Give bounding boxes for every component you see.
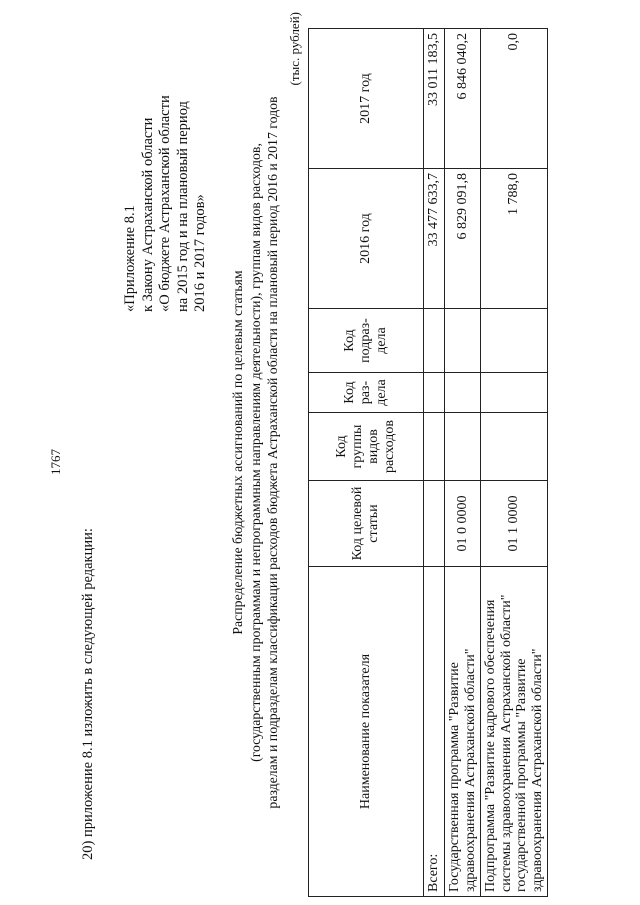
row-name: Подпрограмма "Развитие кадрового обеспечения системы здравоохранения Астраханской области" государственной программы "Развитие здравоохранения Астраханской области" [481,567,548,897]
table-header-row [309,29,424,897]
intro-text: 20) приложение 8.1 изложить в следующей редакции: [80,528,96,860]
header-2017: 2017 год [309,29,424,169]
row-name: Государственная программа "Развитие здравоохранения Астраханской области" [445,567,481,897]
appendix-line: 2016 и 2017 годов» [192,194,208,312]
table-row [445,29,481,897]
header-subsection-code: Код подраз- дела [309,309,424,373]
table-row [481,29,548,897]
appendix-line: к Закону Астраханской области [139,117,156,312]
appendix-line: «О бюджете Астраханской области [157,95,173,312]
row-group-code [424,413,445,481]
page-number: 1767 [48,449,63,475]
row-target-code [424,481,445,567]
units-label: (тыс. рублей) [287,12,302,86]
appendix-line: «Приложение 8.1 [122,205,138,312]
document-title [229,0,282,905]
row-2016-value: 6 829 091,8 [445,169,481,309]
header-target-code: Код целевой статьи [309,481,424,567]
table-row [424,29,445,897]
row-section-code [445,373,481,413]
title-line: (государственным программам и непрограммным направлениям деятельности), группам видов расходов, [247,143,263,762]
row-target-code: 01 1 0000 [481,481,548,567]
row-name: Всего: [424,567,445,897]
row-group-code [445,413,481,481]
row-target-code: 01 0 0000 [445,481,481,567]
row-2017-value: 6 846 040,2 [445,29,481,169]
header-name: Наименование показателя [309,567,424,897]
row-2017-value: 33 011 183,5 [424,29,445,169]
appendix-line: на 2015 год и на плановый период [174,101,191,312]
title-line: Распределение бюджетных ассигнований по целевым статьям [230,270,245,635]
header-2016: 2016 год [309,169,424,309]
row-section-code [481,373,548,413]
row-2017-value: 0,0 [481,29,548,169]
row-2016-value: 33 477 633,7 [424,169,445,309]
appendix-header [122,95,210,312]
row-group-code [481,413,548,481]
title-line: разделам и подразделам классификации расходов бюджета Астраханской области на плановый период 2016 и 2017 годов [265,96,280,809]
header-section-code: Код раз- дела [309,373,424,413]
row-2016-value: 1 788,0 [481,169,548,309]
header-group-code: Код группы видов расходов [309,413,424,481]
row-section-code [424,373,445,413]
budget-table [308,28,548,897]
row-subsection-code [481,309,548,373]
row-subsection-code [424,309,445,373]
row-subsection-code [445,309,481,373]
